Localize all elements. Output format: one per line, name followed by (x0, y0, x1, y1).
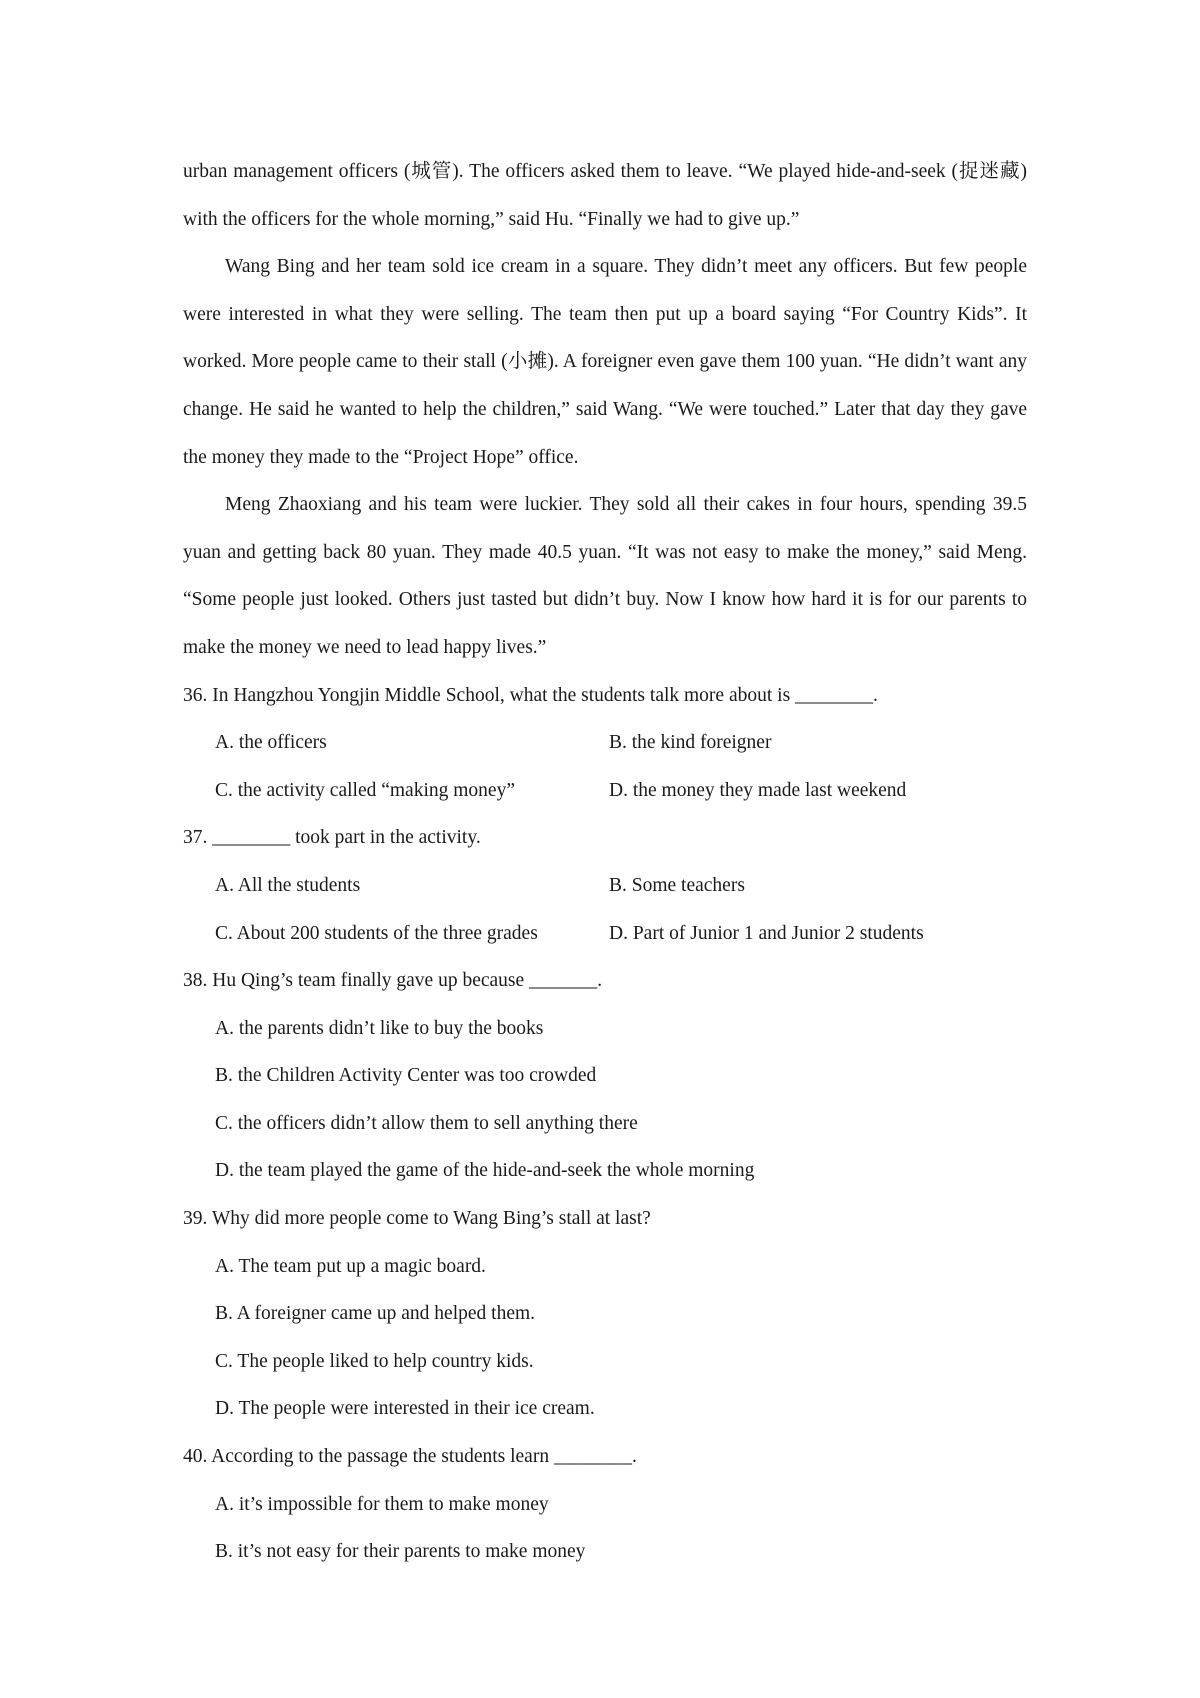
option-row (183, 910, 1027, 958)
option-row (183, 767, 1027, 815)
option-b: B. Some teachers (609, 874, 745, 896)
question-stem: 37. ________ took part in the activity. (183, 827, 481, 849)
option-d: D. The people were interested in their ice cream. (215, 1398, 595, 1420)
option-b: B. the Children Activity Center was too crowded (215, 1065, 597, 1087)
option-c: C. About 200 students of the three grades (215, 922, 538, 944)
option-a: A. All the students (215, 874, 361, 896)
passage-paragraph-1: urban management officers (城管). The officers asked them to leave. “We played hide-and-seek (捉迷藏) with the officers for the whole morning,” said Hu. “Finally we had to give up.” (183, 161, 1027, 230)
option-a: A. The team put up a magic board. (215, 1255, 486, 1277)
option-row (183, 719, 1027, 767)
option-c: C. the activity called “making money” (215, 779, 515, 801)
question-stem: 40. According to the passage the students learn ________. (183, 1446, 637, 1468)
option-d: D. the money they made last weekend (609, 779, 907, 801)
question-40 (183, 1433, 1027, 1576)
option-d: D. Part of Junior 1 and Junior 2 students (609, 922, 924, 944)
option-a: A. it’s impossible for them to make money (215, 1493, 549, 1515)
option-a: A. the officers (215, 732, 327, 754)
passage-paragraph-3: Meng Zhaoxiang and his team were luckier. They sold all their cakes in four hours, spending 39.5 yuan and getting back 80 yuan. They made 40.5 yuan. “It was not easy to make the money,” said Meng. “Some people just looked. Others just tasted but didn’t buy. Now I know how hard it is for our parents to make the money we need to lead happy lives.” (183, 494, 1027, 658)
option-d: D. the team played the game of the hide-and-seek the whole morning (215, 1160, 755, 1182)
question-stem: 36. In Hangzhou Yongjin Middle School, what the students talk more about is ________. (183, 684, 878, 706)
option-a: A. the parents didn’t like to buy the books (215, 1017, 544, 1039)
question-38 (183, 957, 1027, 1195)
passage-paragraph-2: Wang Bing and her team sold ice cream in a square. They didn’t meet any officers. But few people were interested in what they were selling. The team then put up a board saying “For Country Kids”. It worked. More people came to their stall (小摊). A foreigner even gave them 100 yuan. “He didn’t want any change. He said he wanted to help the children,” said Wang. “We were touched.” Later that day they gave the money they made to the “Project Hope” office. (183, 256, 1027, 468)
question-stem: 38. Hu Qing’s team finally gave up because _______. (183, 970, 603, 992)
option-c: C. The people liked to help country kids. (215, 1350, 534, 1372)
document-page (183, 148, 1027, 1576)
option-b: B. it’s not easy for their parents to make money (215, 1541, 586, 1563)
option-c: C. the officers didn’t allow them to sell anything there (215, 1112, 638, 1134)
option-row (183, 862, 1027, 910)
question-39 (183, 1195, 1027, 1433)
question-37 (183, 814, 1027, 957)
option-b: B. the kind foreigner (609, 732, 772, 754)
question-stem: 39. Why did more people come to Wang Bing’s stall at last? (183, 1208, 651, 1230)
question-36 (183, 672, 1027, 815)
option-b: B. A foreigner came up and helped them. (215, 1303, 536, 1325)
